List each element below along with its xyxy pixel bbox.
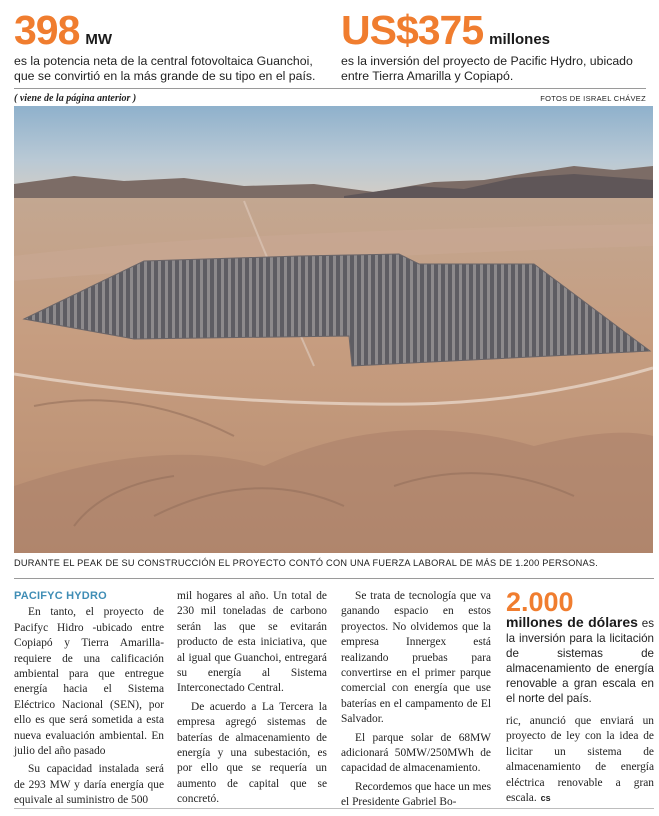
paragraph: En tanto, el proyecto de Pacifyc Hidro -ubicado entre Copiapó y Tierra Amarilla- requiere de una calificación ambiental para que entregue energía hacia el Sistema Eléctrico Nacional (SEN), por ello es que será sometida a esta nueva evaluación ambiental. En julio del año pasado <box>14 606 164 758</box>
stat-inversion <box>341 8 645 84</box>
stat-licitacion-text: la inversión para la licitación de sistemas de almacenamiento de energía renovable a gran escala en el norte del país. <box>506 632 654 705</box>
stat-licitacion <box>506 589 654 706</box>
top-divider <box>14 88 646 89</box>
stat-licitacion-unit: millones de dólares <box>506 614 638 630</box>
end-mark: cs <box>540 793 551 804</box>
paragraph-text: ric, anunció que enviará un proyecto de ley con la idea de licitar un sistema de almacenamiento de energía eléctrica renovable a gran escala. <box>506 715 654 805</box>
continued-from-label: ( viene de la página anterior ) <box>14 93 137 104</box>
stat-potencia <box>14 8 326 84</box>
stat-potencia-description: es la potencia neta de la central fotovoltaica Guanchoi, que se convirtió en la más grande de su tipo en el país. <box>14 54 316 83</box>
caption-divider <box>14 578 654 579</box>
paragraph: Se trata de tecnología que va ganando espacio en estos proyectos. No olvidemos que la empresa Innergex está realizando pruebas para convertirse en el primer parque comercial con energía que use baterías en el campamento de El Salvador. <box>341 590 491 726</box>
paragraph: Recordemos que hace un mes el Presidente Gabriel Bo- <box>341 780 491 809</box>
paragraph: El parque solar de 68MW adicionará 50MW/250MWh de capacidad de almacenamiento. <box>341 731 491 775</box>
stat-licitacion-value: 2.000 <box>506 587 574 617</box>
paragraph: Su capacidad instalada será de 293 MW y daría energía que equivale al suministro de 500 <box>14 763 164 807</box>
bottom-divider <box>14 808 654 809</box>
stat-licitacion-description <box>506 615 654 706</box>
stat-potencia-value: 398 <box>14 7 80 53</box>
article-column-4 <box>506 589 654 806</box>
solar-plant-illustration <box>14 106 653 553</box>
article-column-3 <box>341 589 491 811</box>
paragraph: mil hogares al año. Un total de 230 mil toneladas de carbono serán las que se evitarán producto de esta iniciativa, que al igual que Guanchoi, entregará su energía al Sistema Interconectado Central. <box>177 590 327 695</box>
section-kicker: PACIFYC HYDRO <box>14 590 107 602</box>
stat-licitacion-connector: es <box>641 617 654 630</box>
stat-inversion-unit: millones <box>489 31 551 48</box>
article-column-2 <box>177 589 327 808</box>
stat-inversion-value: US$375 <box>341 7 484 53</box>
paragraph: De acuerdo a La Tercera la empresa agregó sistemas de baterías de almacenamiento de energía y una subestación, es por ello que se requería un aumento de capital que se concretó. <box>177 700 327 806</box>
photo-caption: DURANTE EL PEAK DE SU CONSTRUCCIÓN EL PROYECTO CONTÓ CON UNA FUERZA LABORAL DE MÁS DE 1.200 PERSONAS. <box>14 558 599 568</box>
article-column-1 <box>14 589 164 809</box>
stat-potencia-unit: MW <box>85 31 113 48</box>
photo-strip <box>14 92 646 106</box>
photo-credit: FOTOS DE ISRAEL CHÁVEZ <box>540 94 646 103</box>
paragraph <box>506 714 654 806</box>
stat-inversion-description: es la inversión del proyecto de Pacific Hydro, ubicado entre Tierra Amarilla y Copiapó. <box>341 54 633 83</box>
solar-plant-photo <box>14 106 653 553</box>
